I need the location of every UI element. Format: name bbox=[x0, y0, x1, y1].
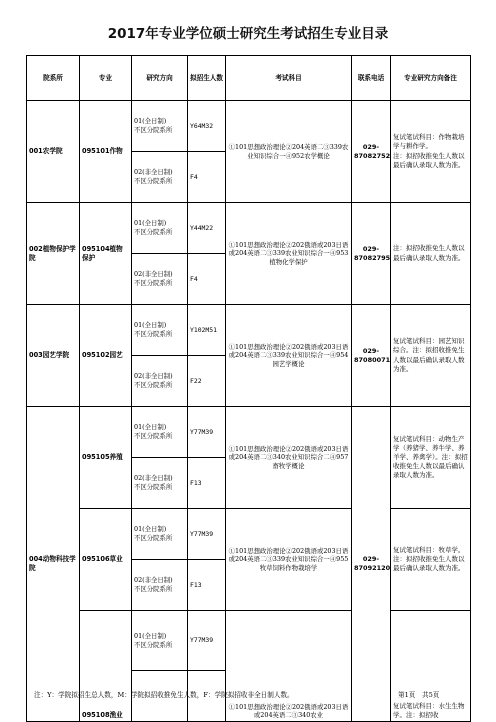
notes-cell: 复试笔试科目：作物栽培学与耕作学。 注：拟招收推免生人数以最后确认录取人数为准。 bbox=[391, 101, 471, 203]
dept-cell: 001农学院 bbox=[27, 101, 80, 203]
header-quota: 拟招生人数 bbox=[188, 56, 226, 101]
subjects-cell: ①101思想政治理论②204英语二③339农业知识综合一④952农学概论 bbox=[226, 101, 352, 203]
direction-cell: 02(非全日制) 不区分院系所 bbox=[132, 560, 188, 611]
table-row bbox=[27, 203, 471, 254]
dept-cell: 002植物保护学院 bbox=[27, 203, 80, 305]
quota-cell: Y102M51 bbox=[188, 305, 226, 356]
header-subjects: 考试科目 bbox=[226, 56, 352, 101]
page-indicator: 第1页 共5页 bbox=[398, 691, 440, 699]
subjects-cell: ①101思想政治理论②202俄语或203日语或204英语二③340农业知识综合二④957畜牧学概论 bbox=[226, 407, 352, 509]
direction-cell: 01(全日制) 不区分院系所 bbox=[132, 203, 188, 254]
major-cell: 095108渔业 bbox=[80, 611, 132, 722]
phone-cell: 029-87092120 bbox=[352, 407, 391, 722]
direction-cell: 02(非全日制) 不区分院系所 bbox=[132, 356, 188, 407]
quota-cell: F13 bbox=[188, 560, 226, 611]
direction-cell: 01(全日制) 不区分院系所 bbox=[132, 101, 188, 152]
subjects-cell: ①101思想政治理论②202俄语或203日语或204英语二③340农业 bbox=[226, 611, 352, 722]
quota-cell: Y77M39 bbox=[188, 611, 226, 671]
header-dept: 院系所 bbox=[27, 56, 80, 101]
table-row bbox=[27, 509, 471, 560]
header-phone: 联系电话 bbox=[352, 56, 391, 101]
phone-cell: 029-87080071 bbox=[352, 305, 391, 407]
direction-cell: 01(全日制) 不区分院系所 bbox=[132, 611, 188, 671]
catalog-table bbox=[26, 55, 471, 722]
phone-cell: 029-87082752 bbox=[352, 101, 391, 203]
major-cell: 095101作物 bbox=[80, 101, 132, 203]
quota-cell: F4 bbox=[188, 152, 226, 203]
major-cell: 095105养殖 bbox=[80, 407, 132, 509]
footer-legend-note: 注：Y：学院拟招生总人数，M：学院拟招收推免生人数，F：学院拟招收非全日制人数。 bbox=[34, 691, 294, 699]
subjects-cell: ①101思想政治理论②202俄语或203日语或204英语二③339农业知识综合一④955牧草饲料作物栽培学 bbox=[226, 509, 352, 611]
notes-cell: 复试笔试科目：牧草学。注：拟招收推免生人数以最后确认录取人数为准。 bbox=[391, 509, 471, 611]
header-row bbox=[27, 56, 471, 101]
dept-cell: 004动物科技学院 bbox=[27, 407, 80, 722]
header-major: 专业 bbox=[80, 56, 132, 101]
quota-cell: Y64M32 bbox=[188, 101, 226, 152]
quota-cell: Y77M39 bbox=[188, 407, 226, 458]
phone-cell: 029-87082795 bbox=[352, 203, 391, 305]
quota-cell: F22 bbox=[188, 356, 226, 407]
quota-cell: F4 bbox=[188, 254, 226, 305]
major-cell: 095102园艺 bbox=[80, 305, 132, 407]
direction-cell: 01(全日制) 不区分院系所 bbox=[132, 509, 188, 560]
subjects-cell: ①101思想政治理论②202俄语或203日语或204英语二③339农业知识综合一④953植物化学保护 bbox=[226, 203, 352, 305]
major-cell: 095106草业 bbox=[80, 509, 132, 611]
notes-cell: 复试笔试科目：水生生物学。注：拟招收 bbox=[391, 611, 471, 722]
major-cell: 095104植物保护 bbox=[80, 203, 132, 305]
notes-cell: 复试笔试科目：园艺知识综合。注：拟招收推免生人数以最后确认录取人数为准。 bbox=[391, 305, 471, 407]
table-row bbox=[27, 305, 471, 356]
notes-cell: 复试笔试科目：动物生产学（养猪学、养牛学、养羊学、养禽学）。注：拟招收推免生人数以最后确认录取人数为准。 bbox=[391, 407, 471, 509]
quota-cell: Y44M22 bbox=[188, 203, 226, 254]
direction-cell: 02(非全日制) 不区分院系所 bbox=[132, 458, 188, 509]
direction-cell: 01(全日制) 不区分院系所 bbox=[132, 407, 188, 458]
notes-cell: 注：拟招收推免生人数以最后确认录取人数为准。 bbox=[391, 203, 471, 305]
table-row bbox=[27, 101, 471, 152]
subjects-cell: ①101思想政治理论②202俄语或203日语或204英语二③339农业知识综合一④954园艺学概论 bbox=[226, 305, 352, 407]
table-row bbox=[27, 407, 471, 458]
direction-cell: 01(全日制) 不区分院系所 bbox=[132, 305, 188, 356]
table-row bbox=[27, 611, 471, 671]
direction-cell: 02(非全日制) 不区分院系所 bbox=[132, 254, 188, 305]
dept-cell: 003园艺学院 bbox=[27, 305, 80, 407]
header-notes: 专业研究方向备注 bbox=[391, 56, 471, 101]
page-title: 2017年专业学位硕士研究生考试招生专业目录 bbox=[107, 26, 389, 42]
quota-cell: F13 bbox=[188, 458, 226, 509]
header-direction: 研究方向 bbox=[132, 56, 188, 101]
direction-cell: 02(非全日制) 不区分院系所 bbox=[132, 152, 188, 203]
quota-cell: Y77M39 bbox=[188, 509, 226, 560]
